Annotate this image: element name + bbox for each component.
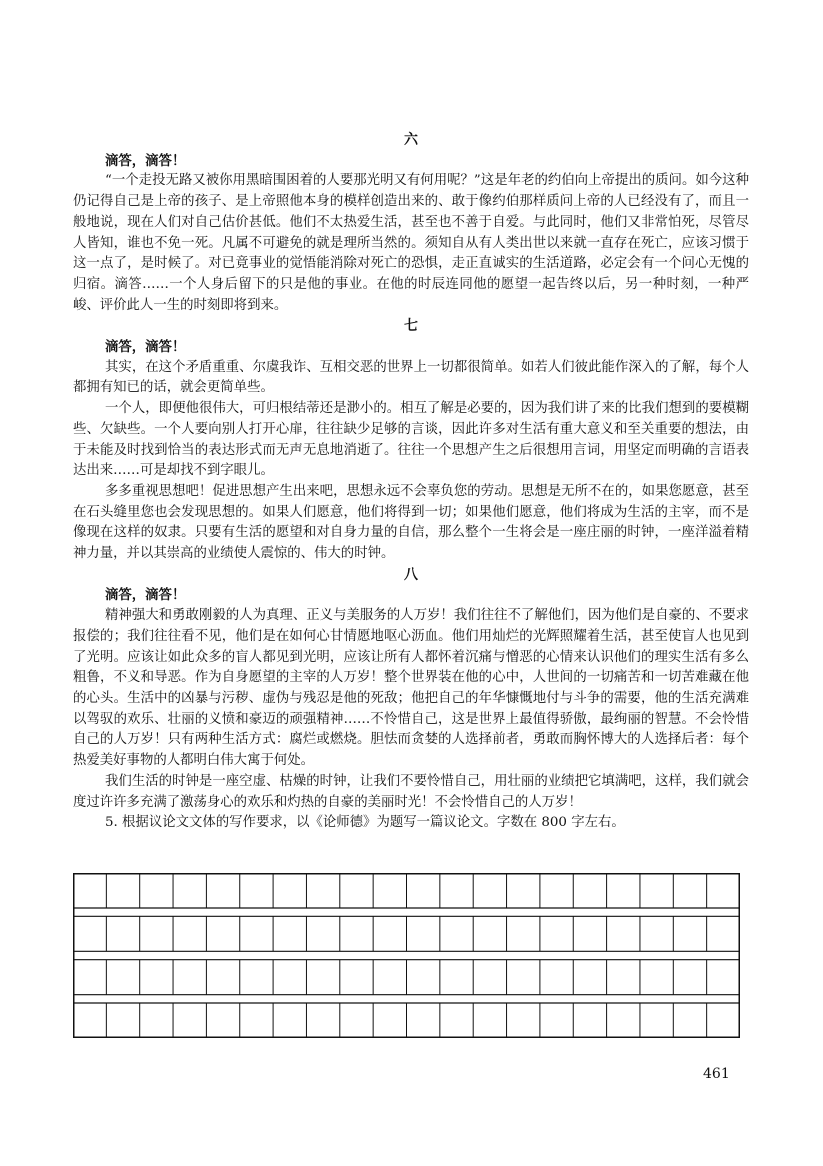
section-subhead: 滴答，滴答！ bbox=[105, 339, 186, 356]
section-heading: 七 bbox=[404, 318, 418, 335]
page-body bbox=[73, 130, 749, 834]
section-subhead: 滴答，滴答！ bbox=[105, 587, 186, 604]
writing-grid-lines bbox=[73, 873, 740, 1038]
section-heading: 八 bbox=[404, 566, 418, 583]
paragraph: 多多重视思想吧！促进思想产生出来吧，思想永远不会辜负您的劳动。思想是无所不在的，如果您愿意，甚至在石头缝里您也会发现思想的。如果人们愿意，他们将得到一切；如果他们愿意，他们将成为生活的主宰，而不是像现在这样的奴隶。只要有生活的愿望和对自身力量的自信，那么整个一生将会是一座庄丽的时钟，一座洋溢着精神力量，并以其崇高的业绩使人震惊的、伟大的时钟。 bbox=[73, 483, 749, 562]
paragraph: 精神强大和勇敢刚毅的人为真理、正义与美服务的人万岁！我们往往不了解他们，因为他们是自豪的、不要求报偿的；我们往往看不见，他们是在如何心甘情愿地呕心沥血。他们用灿烂的光辉照耀着生活，甚至使盲人也见到了光明。应该让如此众多的盲人都见到光明，应该让所有人都怀着沉痛与憎恶的心情来认识他们的理实生活有多么粗鲁，不义和导恶。作为自身愿望的主宰的人万岁！整个世界装在他的心中，人世间的一切痛苦和一切苦难藏在他的心头。生活中的凶暴与污秽、虚伪与残忍是他的死敌；他把自己的年华慷慨地付与斗争的需要，他的生活充满难以驾驭的欢乐、壮丽的义愤和豪迈的顽强精神……不怜惜自己，这是世界上最值得骄傲，最绚丽的智慧。不会怜惜自己的人万岁！只有两种生活方式：腐烂或燃烧。胆怯而贪婪的人选择前者，勇敢而胸怀博大的人选择后者：每个热爱美好事物的人都明白伟大寓于何处。 bbox=[73, 608, 749, 769]
paragraph: 其实，在这个矛盾重重、尔虞我诈、互相交恶的世界上一切都很简单。如若人们彼此能作深入的了解，每个人都拥有知已的话，就会更简单些。 bbox=[73, 359, 749, 396]
page-number: 461 bbox=[703, 1066, 730, 1082]
writing-task: 5. 根据议论文文体的写作要求，以《论师德》为题写一篇议论文。字数在 800 字左右。 bbox=[105, 815, 625, 831]
section-eight bbox=[73, 565, 749, 813]
section-subhead: 滴答，滴答！ bbox=[105, 152, 186, 169]
paragraph: “一个走投无路又被你用黑暗围困着的人要那光明又有何用呢？”这是年老的约伯向上帝提出的质问。如今这种仍记得自己是上帝的孩子、是上帝照他本身的模样创造出来的、敢于像约伯那样质问上帝的人已经没有了，而且一般地说，现在人们对自己估价甚低。他们不太热爱生活，甚至也不善于自爱。与此同时，他们又非常怕死，尽管尽人皆知，谁也不免一死。凡属不可避免的就是理所当然的。须知自从有人类出世以来就一直存在死亡，应该习惯于这一点了，是时候了。对已竟事业的觉悟能消除对死亡的恐惧，走正直诚实的生活道路，必定会有一个问心无愧的归宿。滴答……一个人身后留下的只是他的事业。在他的时辰连同他的愿望一起告终以后，另一种时刻，一种严峻、评价此人一生的时刻即将到来。 bbox=[73, 173, 749, 313]
section-seven bbox=[73, 316, 749, 564]
section-heading: 六 bbox=[404, 132, 418, 148]
writing-grid[interactable] bbox=[73, 873, 740, 1038]
paragraph: 我们生活的时钟是一座空虚、枯燥的时钟，让我们不要怜惜自己，用壮丽的业绩把它填满吧，这样，我们就会度过许许多充满了激荡身心的欢乐和灼热的自豪的美丽时光！不会怜惜自己的人万岁！ bbox=[73, 773, 749, 810]
section-six bbox=[73, 130, 749, 316]
paragraph: 一个人，即便他很伟大，可归根结蒂还是渺小的。相互了解是必要的，因为我们讲了来的比我们想到的要模糊些、欠缺些。一个人要向别人打开心扉，往往缺少足够的言谈，因此许多对生活有重大意义和至关重要的想法，由于未能及时找到恰当的表达形式而无声无息地消逝了。往往一个思想产生之后很想用言词，用坚定而明确的言语表达出来……可是却找不到字眼儿。 bbox=[73, 401, 749, 479]
